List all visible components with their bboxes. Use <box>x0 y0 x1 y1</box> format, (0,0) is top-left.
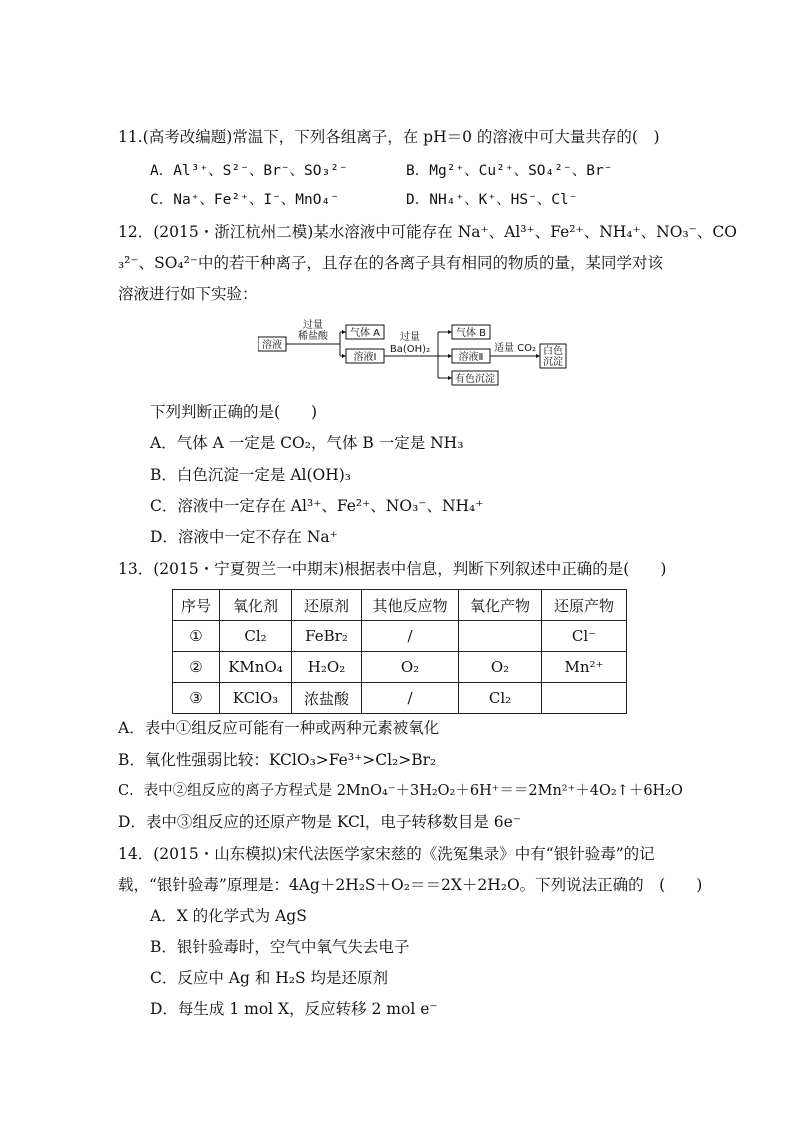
label-solution-2: 溶液Ⅱ <box>458 352 484 363</box>
label-solution: 溶液 <box>262 340 282 351</box>
table-header: 序号 <box>173 590 220 621</box>
label-step3: 适量 CO₂ <box>493 343 537 354</box>
table-header-row <box>173 590 627 621</box>
q11-option-b: B．Mg²⁺、Cu²⁺、SO₄²⁻、Br⁻ <box>406 163 613 179</box>
q13-option-a: A．表中①组反应可能有一种或两种元素被氧化 <box>118 719 440 737</box>
q12-question: 下列判断正确的是( ) <box>150 403 318 421</box>
label-gas-b: 气体 B <box>455 328 487 339</box>
table-cell: ② <box>173 652 220 683</box>
q12-option-b: B．白色沉淀一定是 Al(OH)₃ <box>150 466 352 484</box>
q14-option-b: B．银针验毒时，空气中氧气失去电子 <box>150 938 410 956</box>
q13-option-d: D．表中③组反应的还原产物是 KCl，电子转移数目是 6e⁻ <box>118 813 521 831</box>
label-step2-bottom: Ba(OH)₂ <box>389 344 431 355</box>
label-step2-top: 过量 <box>400 332 420 343</box>
table-cell: KClO₃ <box>220 683 292 714</box>
q11-option-a: A．Al³⁺、S²⁻、Br⁻、SO₃²⁻ <box>150 163 348 179</box>
table-cell: Cl₂ <box>220 621 292 652</box>
table-row <box>173 683 627 714</box>
label-step1-top: 过量 <box>303 320 323 331</box>
table-cell: Cl⁻ <box>542 621 627 652</box>
experiment-flow-diagram <box>258 318 568 388</box>
table-cell: Mn²⁺ <box>542 652 627 683</box>
q14-option-d: D．每生成 1 mol X，反应转移 2 mol e⁻ <box>150 1000 438 1018</box>
table-cell: Cl₂ <box>459 683 542 714</box>
table-cell <box>459 621 542 652</box>
q12-stem-1: 12．(2015・浙江杭州二模)某水溶液中可能存在 Na⁺、Al³⁺、Fe²⁺、NH₄⁺、NO₃⁻、CO <box>118 223 737 241</box>
reaction-table <box>172 589 627 714</box>
table-header: 还原产物 <box>542 590 627 621</box>
table-header: 其他反应物 <box>362 590 459 621</box>
table-cell: H₂O₂ <box>292 652 362 683</box>
table-cell: / <box>362 683 459 714</box>
table-row <box>173 621 627 652</box>
table-cell: O₂ <box>459 652 542 683</box>
table-header: 氧化剂 <box>220 590 292 621</box>
label-solution-1: 溶液Ⅰ <box>353 352 377 363</box>
table-cell: ① <box>173 621 220 652</box>
q11-option-d: D．NH₄⁺、K⁺、HS⁻、Cl⁻ <box>406 192 578 208</box>
q12-option-d: D．溶液中一定不存在 Na⁺ <box>150 528 338 546</box>
q12-option-a: A．气体 A 一定是 CO₂，气体 B 一定是 NH₃ <box>150 434 464 452</box>
table-row <box>173 652 627 683</box>
label-colored-precipitate: 有色沉淀 <box>455 374 495 385</box>
q12-stem-2: ₃²⁻、SO₄²⁻中的若干种离子，且存在的各离子具有相同的物质的量，某同学对该 <box>118 254 664 272</box>
q12-option-c: C．溶液中一定存在 Al³⁺、Fe²⁺、NO₃⁻、NH₄⁺ <box>150 497 484 515</box>
table-cell: O₂ <box>362 652 459 683</box>
q11-stem: 11.(高考改编题)常温下，下列各组离子，在 pH＝0 的溶液中可大量共存的( ) <box>118 128 660 146</box>
table-header: 氧化产物 <box>459 590 542 621</box>
label-white-1: 白色 <box>543 346 563 357</box>
table-cell: ③ <box>173 683 220 714</box>
table-cell: 浓盐酸 <box>292 683 362 714</box>
label-white-2: 沉淀 <box>543 357 563 368</box>
q14-stem-1: 14．(2015・山东模拟)宋代法医学家宋慈的《洗冤集录》中有“银针验毒”的记 <box>118 845 655 863</box>
table-cell <box>542 683 627 714</box>
label-gas-a: 气体 A <box>349 328 381 339</box>
table-cell: / <box>362 621 459 652</box>
table-header: 还原剂 <box>292 590 362 621</box>
label-step1-bottom: 稀盐酸 <box>298 331 328 342</box>
q14-option-c: C．反应中 Ag 和 H₂S 均是还原剂 <box>150 969 389 987</box>
q14-option-a: A．X 的化学式为 AgS <box>150 907 307 925</box>
q11-option-c: C．Na⁺、Fe²⁺、I⁻、MnO₄⁻ <box>150 192 339 208</box>
q13-option-b: B．氧化性强弱比较：KClO₃>Fe³⁺>Cl₂>Br₂ <box>118 751 437 769</box>
q13-option-c: C．表中②组反应的离子方程式是 2MnO₄⁻＋3H₂O₂＋6H⁺＝＝2Mn²⁺＋4O₂↑＋6H₂O <box>118 783 683 799</box>
table-cell: FeBr₂ <box>292 621 362 652</box>
q12-stem-3: 溶液进行如下实验： <box>118 285 258 303</box>
q14-stem-2: 载，“银针验毒”原理是：4Ag＋2H₂S＋O₂＝＝2X＋2H₂O。下列说法正确的 ( ) <box>118 876 703 894</box>
table-cell: KMnO₄ <box>220 652 292 683</box>
q13-stem: 13．(2015・宁夏贺兰一中期末)根据表中信息，判断下列叙述中正确的是( ) <box>118 560 667 578</box>
